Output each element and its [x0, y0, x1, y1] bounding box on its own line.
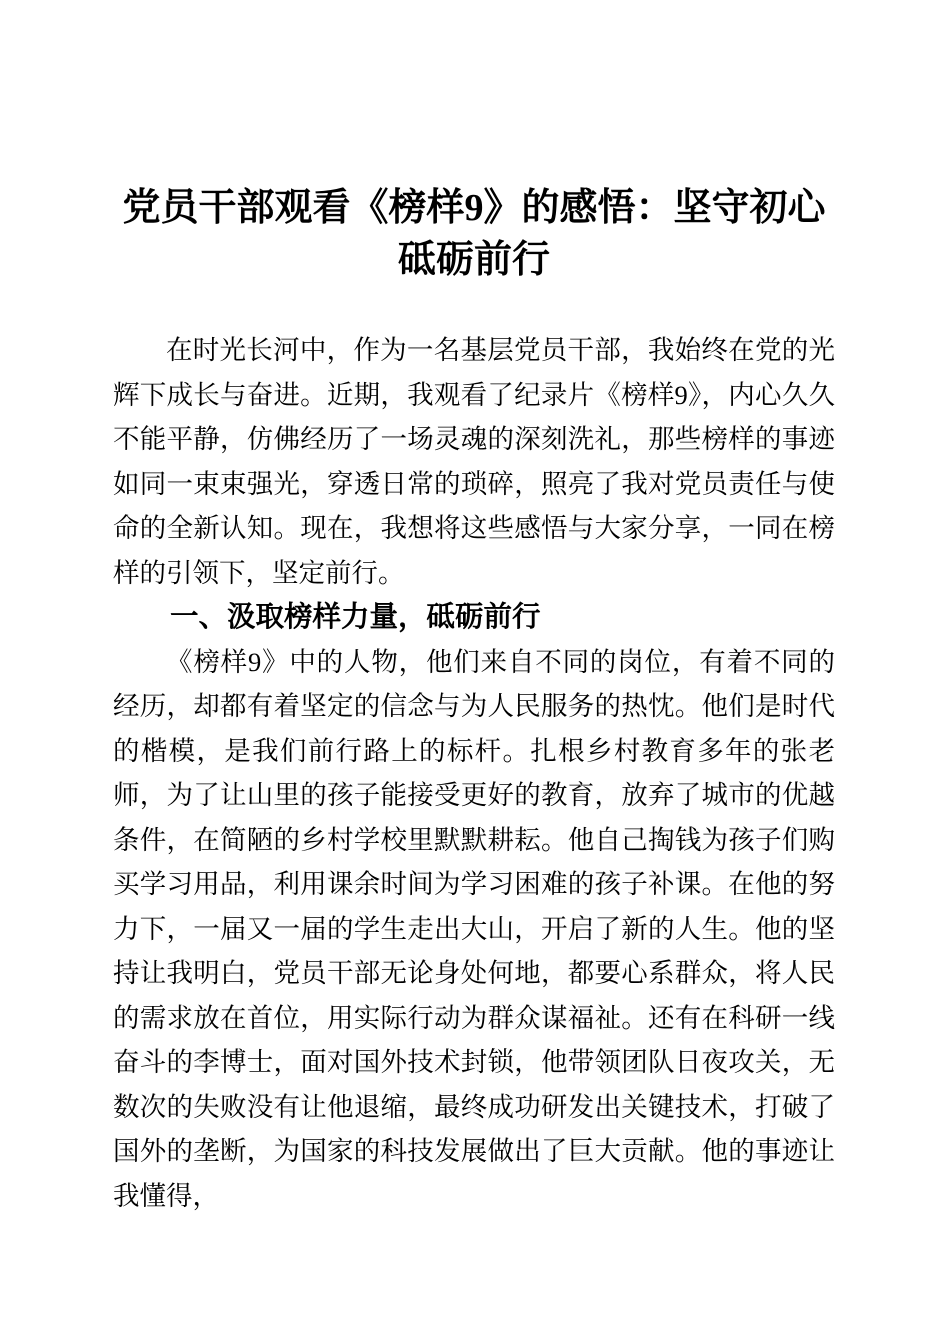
section-1-paragraph: 《榜样9》中的人物，他们来自不同的岗位，有着不同的经历，却都有着坚定的信念与为人民服务的热忱。他们是时代的楷模，是我们前行路上的标杆。扎根乡村教育多年的张老师，为了让山里的孩子能接受更好的教育，放弃了城市的优越条件，在简陋的乡村学校里默默耕耘。他自己掏钱为孩子们购买学习用品，利用课余时间为学习困难的孩子补课。在他的努力下，一届又一届的学生走出大山，开启了新的人生。他的坚持让我明白，党员干部无论身处何地，都要心系群众，将人民的需求放在首位，用实际行动为群众谋福祉。还有在科研一线奋斗的李博士，面对国外技术封锁，他带领团队日夜攻关，无数次的失败没有让他退缩，最终成功研发出关键技术，打破了国外的垄断，为国家的科技发展做出了巨大贡献。他的事迹让我懂得， [113, 646, 835, 1211]
document-title: 党员干部观看《榜样9》的感悟：坚守初心 砥砺前行 [122, 187, 826, 281]
intro-paragraph: 在时光长河中，作为一名基层党员干部，我始终在党的光辉下成长与奋进。近期，我观看了纪录片《榜样9》，内心久久不能平静，仿佛经历了一场灵魂的深刻洗礼，那些榜样的事迹如同一束束强光，穿透日常的琐碎，照亮了我对党员责任与使命的全新认知。现在，我想将这些感悟与大家分享，一同在榜样的引领下，坚定前行。 [113, 335, 835, 588]
section-1-heading: 一、汲取榜样力量，砥砺前行 [170, 601, 541, 633]
